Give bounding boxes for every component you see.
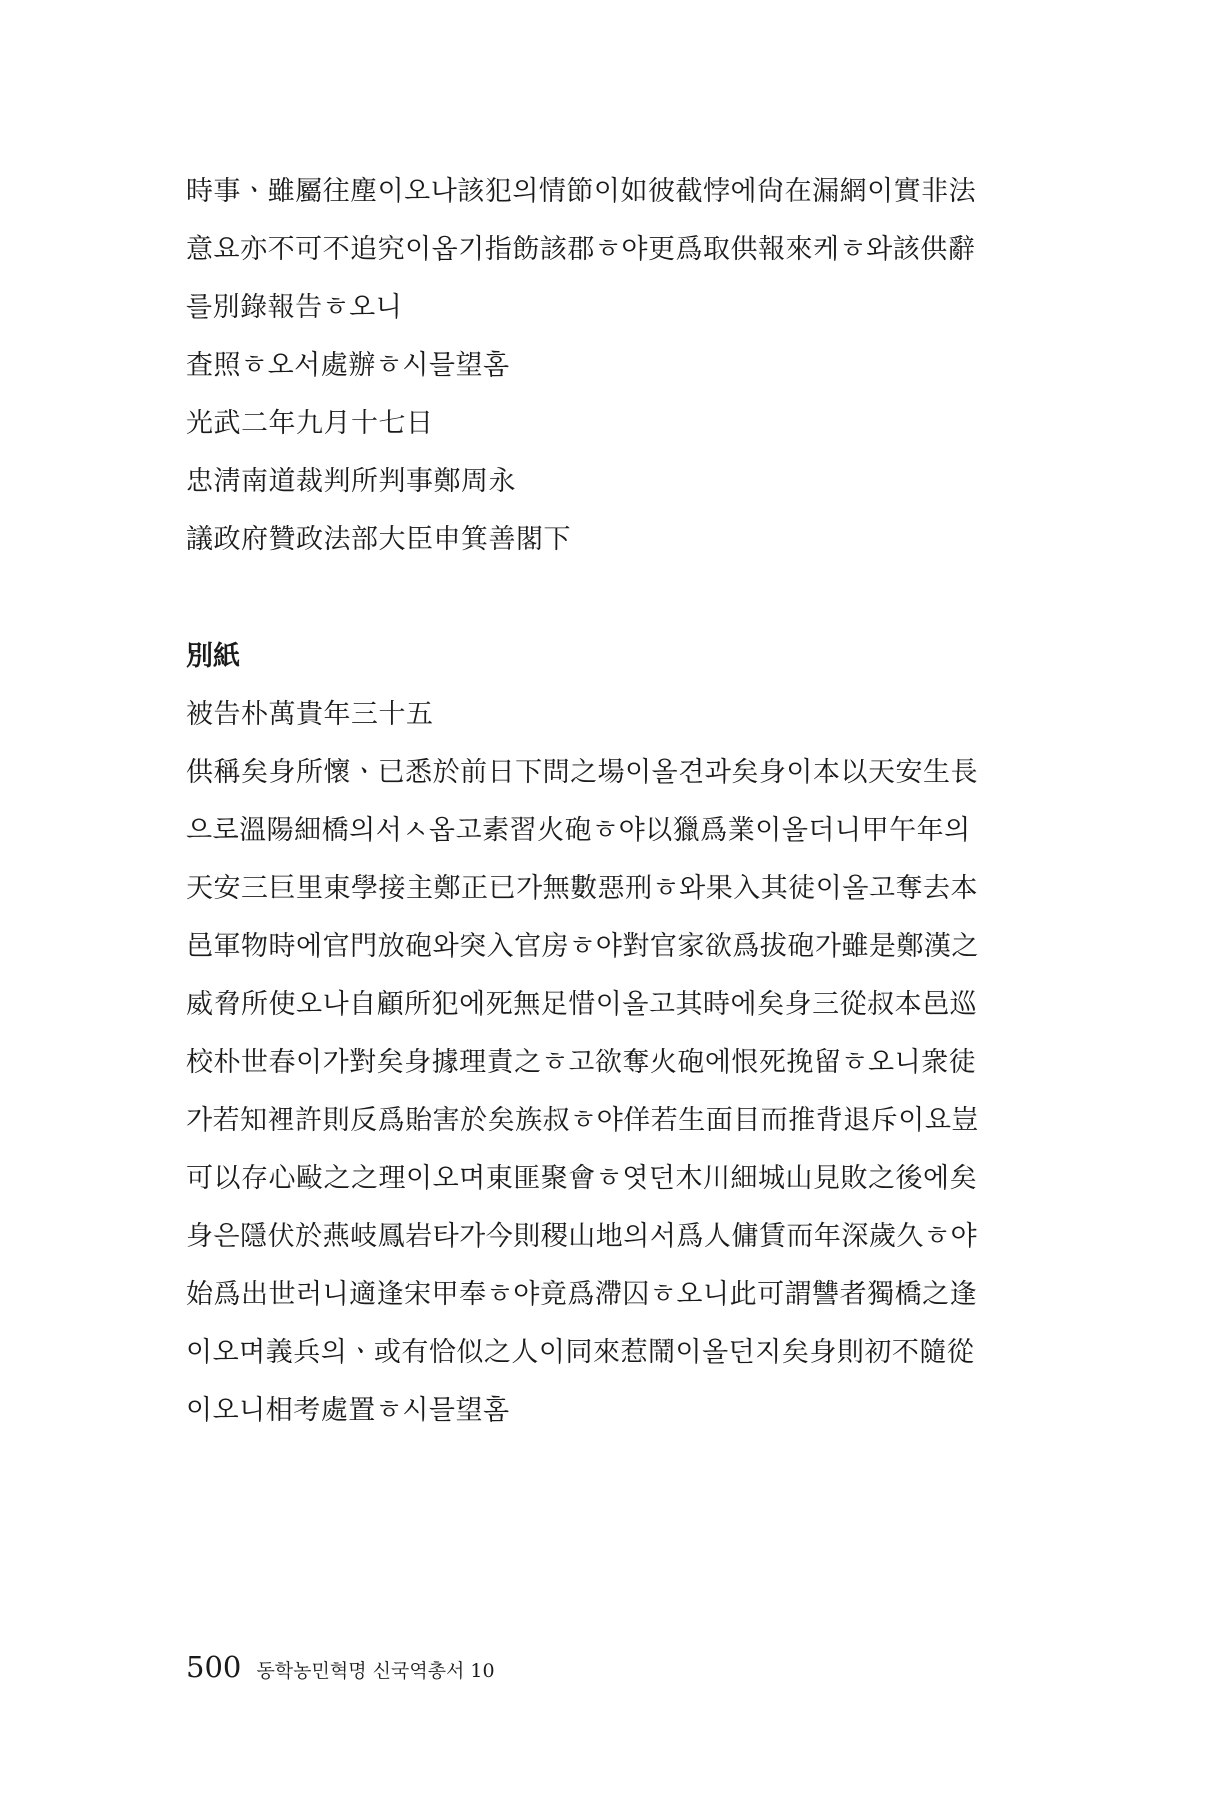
testimony-line: 가若知裡許則反爲貽害於矣族叔ㅎ야佯若生面目而推背退斥이요豈 [186,1105,979,1136]
testimony-line: 身은隱伏於燕岐鳳岩타가今則稷山地의서爲人傭賃而年深歲久ㅎ야 [186,1221,978,1252]
testimony-line: 威脅所使오나自顧所犯에死無足惜이올고其時에矣身三從叔本邑巡 [186,989,978,1020]
attachment-heading: 別紙 [186,641,240,672]
page-footer [186,1650,495,1684]
page-number: 500 [186,1650,242,1684]
letter-line: 를別錄報告ㅎ오니 [186,292,403,323]
letter-sender: 忠淸南道裁判所判事鄭周永 [186,466,516,497]
attachment-section [186,628,1036,1440]
letter-line: 意요亦不可不追究이옵기指飭該郡ㅎ야更爲取供報來케ㅎ와該供辭 [186,234,976,265]
testimony-line: 供稱矣身所懷ㆍ已悉於前日下問之場이올견과矣身이本以天安生長 [186,757,978,788]
letter-recipient: 議政府贊政法部大臣申箕善閣下 [186,524,571,555]
testimony-line: 天安三巨里東學接主鄭正已가無數惡刑ㅎ와果入其徒이올고奪去本 [186,873,978,904]
testimony-line: 始爲出世러니適逢宋甲奉ㅎ야竟爲滯囚ㅎ오니此可謂讐者獨橋之逢 [186,1279,978,1310]
testimony-line: 으로溫陽細橋의서ㅅ옵고素習火砲ㅎ야以獵爲業이올더니甲午年의 [186,815,971,846]
letter-body [186,163,1036,569]
series-title: 동학농민혁명 신국역총서 10 [256,1660,495,1682]
testimony-line: 이오니相考處置ㅎ시믈望홈 [186,1395,510,1426]
letter-closing: 査照ㅎ오서處辦ㅎ시믈望홈 [186,350,510,381]
testimony-line: 可以存心敺之之理이오며東匪聚會ㅎ엿던木川細城山見敗之後에矣 [186,1163,978,1194]
testimony-line: 邑軍物時에官門放砲와突入官房ㅎ야對官家欲爲拔砲가雖是鄭漢之 [186,931,979,962]
testimony-line: 이오며義兵의ㆍ或有恰似之人이同來惹鬧이올던지矣身則初不隨從 [186,1337,975,1368]
testimony-line: 校朴世春이가對矣身據理責之ㅎ고欲奪火砲에恨死挽留ㅎ오니衆徒 [186,1047,977,1078]
letter-line: 時事ㆍ雖屬往塵이오나該犯의情節이如彼截悖에尙在漏網이實非法 [186,176,977,207]
defendant-line: 被告朴萬貴年三十五 [186,699,434,730]
letter-date: 光武二年九月十七日 [186,408,434,439]
